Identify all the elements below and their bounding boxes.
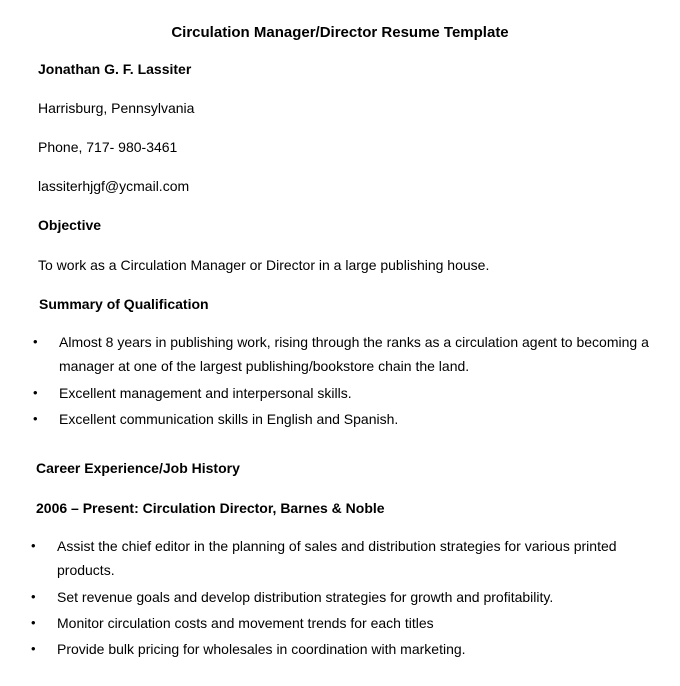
bullet-icon: • xyxy=(31,641,36,656)
objective-text: To work as a Circulation Manager or Director in a large publishing house. xyxy=(38,257,490,273)
objective-heading: Objective xyxy=(38,217,102,233)
career-item-text: Provide bulk pricing for wholesales in coordination with marketing. xyxy=(57,641,466,657)
candidate-email: lassiterhjgf@ycmail.com xyxy=(38,178,190,194)
career-item-text: Monitor circulation costs and movement trends for each titles xyxy=(57,615,434,631)
summary-item-text: Excellent communication skills in English and Spanish. xyxy=(59,411,399,427)
candidate-location: Harrisburg, Pennsylvania xyxy=(38,100,195,116)
bullet-icon: • xyxy=(31,538,36,553)
bullet-icon: • xyxy=(31,615,36,630)
bullet-icon: • xyxy=(33,411,38,426)
bullet-icon: • xyxy=(31,589,36,604)
summary-heading: Summary of Qualification xyxy=(39,296,209,312)
candidate-phone: Phone, 717- 980-3461 xyxy=(38,139,178,155)
career-item-text: Assist the chief editor in the planning of sales and distribution strategies for various printed products. xyxy=(57,538,617,578)
career-heading: Career Experience/Job History xyxy=(36,460,240,476)
bullet-icon: • xyxy=(33,334,38,349)
bullet-icon: • xyxy=(33,385,38,400)
summary-item-text: Excellent management and interpersonal skills. xyxy=(59,385,352,401)
candidate-name: Jonathan G. F. Lassiter xyxy=(38,61,192,77)
job-title: 2006 – Present: Circulation Director, Barnes & Noble xyxy=(36,500,385,516)
summary-item-text: Almost 8 years in publishing work, rising through the ranks as a circulation agent to becoming a manager at one of the largest publishing/bookstore chain the land. xyxy=(59,334,649,374)
career-item-text: Set revenue goals and develop distribution strategies for growth and profitability. xyxy=(57,589,554,605)
document-title: Circulation Manager/Director Resume Template xyxy=(171,24,509,41)
